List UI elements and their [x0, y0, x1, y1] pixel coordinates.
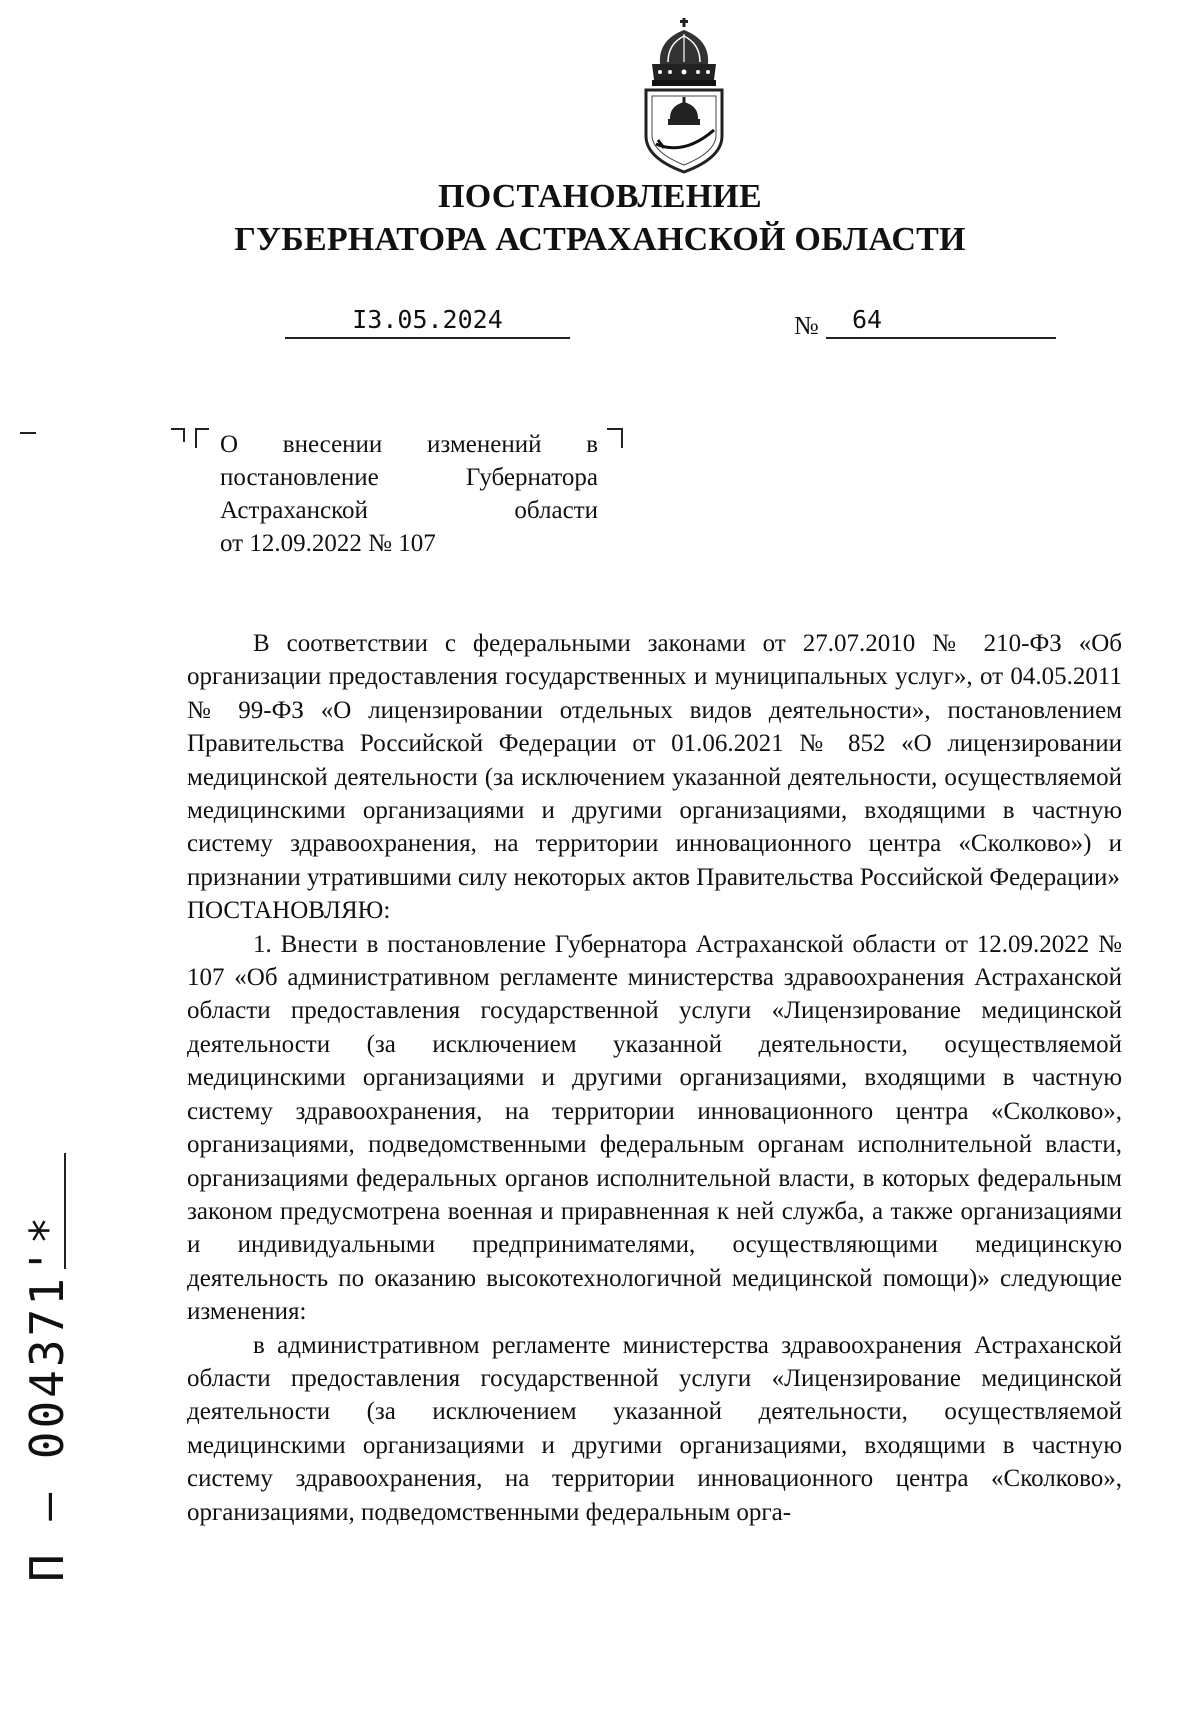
document-number: 64 [826, 306, 1056, 339]
subject-bracket-left-outer [171, 428, 185, 442]
document-title: ПОСТАНОВЛЕНИЕ [438, 178, 762, 215]
subject-bracket-right [607, 428, 623, 448]
item-1-paragraph: 1. Внести в постановление Губернатора Астраханской области от 12.09.2022 № 107 «Об административном регламенте министерства здравоохранения Астраханской области предоставления государственной услуги «Лицензирование медицинской деятельности (за исключением указанной деятельности, осуществляемой медицинскими организациями и другими организациями, входящими в частную систему здравоохранения, на территории инновационного центра «Сколково», организациями, подведомственными федеральным органам исполнительной власти, организациями федеральных органов исполнительной власти, в которых федеральным законом предусмотрена военная и приравненная к ней служба, а также организациями и индивидуальными предпринимателями, осуществляющими медицинскую деятельность по оказанию высокотехнологичной медицинской помощи)» следующие изменения: [187, 930, 1122, 1326]
decree-word: ПОСТАНОВЛЯЮ: [187, 897, 391, 925]
subject-bracket-left-inner [195, 428, 209, 448]
crown-icon [652, 18, 716, 86]
preamble-paragraph: В соответствии с федеральными законами от 27.07.2010 № 210-ФЗ «Об организации предоставления государственных и муниципальных услуг», от 04.05.2011 № 99-ФЗ «О лицензировании отдельных видов деятельности», постановлением Правительства Российской Федерации от 01.06.2021 № 852 «О лицензировании медицинской деятельности (за исключением указанной деятельности, осуществляемой медицинскими организациями и другими организациями, входящими в частную систему здравоохранения, на территории инновационного центра «Сколково») и признании утратившими силу некоторых актов Правительства Российской Федерации» [187, 630, 1122, 891]
item-1-text-paragraph: в административном регламенте министерства здравоохранения Астраханской области предоставления государственной услуги «Лицензирование медицинской деятельности (за исключением указанной деятельности, осуществляемой медицинскими организациями и другими организациями, входящими в частную систему здравоохранения, на территории инновационного центра «Сколково», организациями, подведомственными федеральным орга- [187, 1331, 1122, 1526]
coat-of-arms-emblem [638, 18, 730, 174]
margin-mark [20, 432, 36, 434]
document-body [187, 627, 1122, 1529]
subject-line: О внесении изменений в [220, 431, 598, 458]
registration-stamp: П – 004371'* [20, 1213, 74, 1582]
number-label: № [794, 311, 819, 340]
subject-line: постановление Губернатора [220, 464, 598, 491]
subject-line: Астраханской области [220, 497, 598, 524]
document-issuer: ГУБЕРНАТОРА АСТРАХАНСКОЙ ОБЛАСТИ [234, 221, 966, 258]
shield-icon [646, 90, 722, 172]
document-subject [220, 428, 598, 560]
subject-line: от 12.09.2022 № 107 [220, 530, 436, 557]
document-date: I3.05.2024 [285, 306, 570, 339]
